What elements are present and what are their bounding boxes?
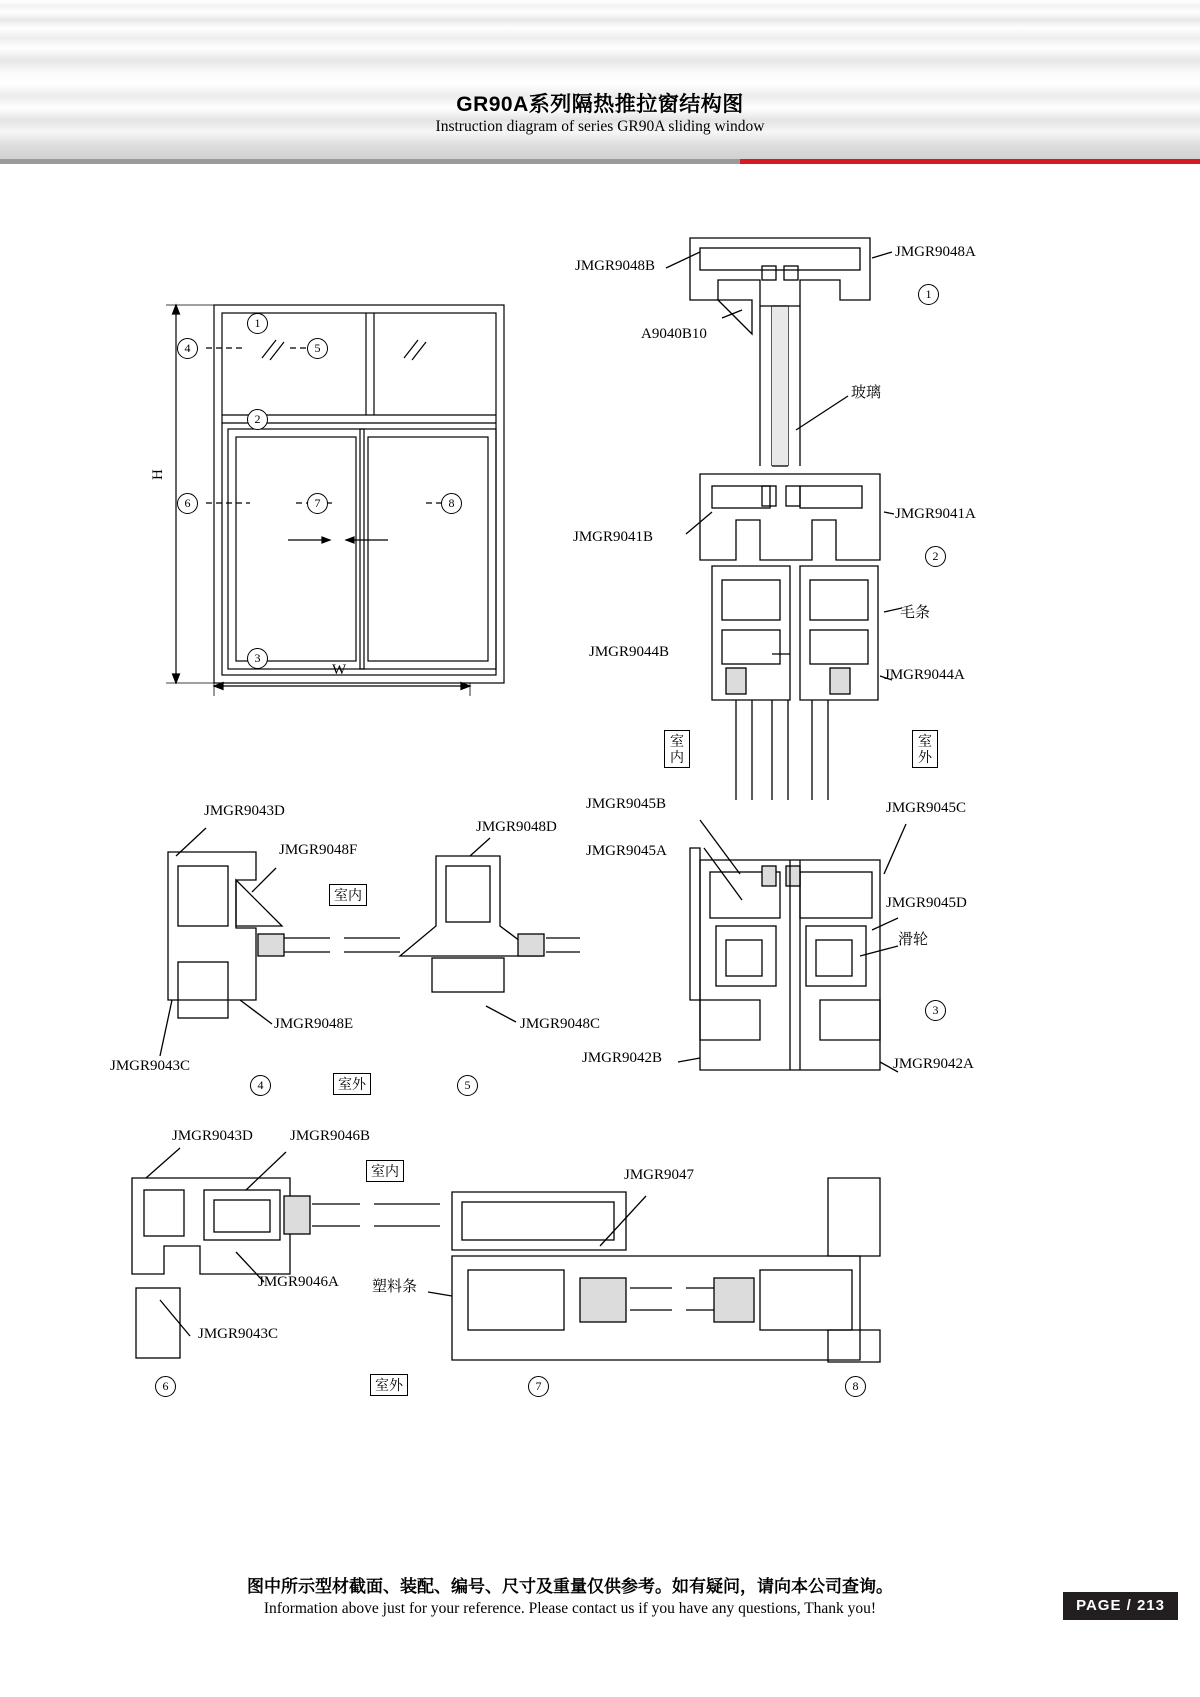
callout-8: 8 bbox=[441, 493, 462, 514]
label-jmgr9048c: JMGR9048C bbox=[520, 1016, 601, 1032]
detail-index-2: 2 bbox=[925, 546, 946, 567]
callout-4: 4 bbox=[177, 338, 198, 359]
footer-note-en: Information above just for your reference. Please contact us if you have any questions, Thank you! bbox=[263, 1600, 877, 1617]
label-jmgr9045a: JMGR9045A bbox=[586, 843, 667, 859]
height-dimension-label: H bbox=[150, 469, 166, 480]
callout-3: 3 bbox=[247, 648, 268, 669]
callout-1: 1 bbox=[247, 313, 268, 334]
label-jmgr9046a: JMGR9046A bbox=[258, 1274, 339, 1290]
label-roller: 滑轮 bbox=[898, 931, 929, 948]
label-jmgr9044b: JMGR9044B bbox=[589, 644, 670, 660]
page-title: GR90A系列隔热推拉窗结构图 bbox=[456, 93, 744, 116]
label-glass: 玻璃 bbox=[851, 384, 882, 401]
detail-index-6: 6 bbox=[155, 1376, 176, 1397]
label-jmgr9048b: JMGR9048B bbox=[575, 258, 656, 274]
label-wool-pile: 毛条 bbox=[900, 604, 931, 621]
label-jmgr9043d: JMGR9043D bbox=[204, 803, 285, 819]
label-jmgr9042b: JMGR9042B bbox=[582, 1050, 663, 1066]
label-jmgr9048f: JMGR9048F bbox=[279, 842, 358, 858]
label-jmgr9044a: JMGR9044A bbox=[884, 667, 965, 683]
callout-7: 7 bbox=[307, 493, 328, 514]
label-jmgr9048a: JMGR9048A bbox=[895, 244, 976, 260]
label-jmgr9048e: JMGR9048E bbox=[274, 1016, 354, 1032]
room-outdoor-detail4: 室外 bbox=[333, 1073, 371, 1095]
label-jmgr9045c: JMGR9045C bbox=[886, 800, 967, 816]
callout-6: 6 bbox=[177, 493, 198, 514]
footer-note-cn: 图中所示型材截面、装配、编号、尺寸及重量仅供参考。如有疑问，请向本公司查询。 bbox=[247, 1577, 893, 1596]
label-jmgr9043c-2: JMGR9043C bbox=[198, 1326, 279, 1342]
label-jmgr9041a: JMGR9041A bbox=[895, 506, 976, 522]
callout-5: 5 bbox=[307, 338, 328, 359]
room-indoor-detail6: 室内 bbox=[366, 1160, 404, 1182]
detail-index-3: 3 bbox=[925, 1000, 946, 1021]
detail-index-1: 1 bbox=[918, 284, 939, 305]
detail-index-8: 8 bbox=[845, 1376, 866, 1397]
label-jmgr9046b: JMGR9046B bbox=[290, 1128, 371, 1144]
width-dimension-label: W bbox=[332, 662, 347, 678]
label-jmgr9041b: JMGR9041B bbox=[573, 529, 654, 545]
label-jmgr9042a: JMGR9042A bbox=[893, 1056, 974, 1072]
header-accent-bar bbox=[740, 159, 1200, 164]
detail-index-4: 4 bbox=[250, 1075, 271, 1096]
label-jmgr9045d: JMGR9045D bbox=[886, 895, 967, 911]
page-number-badge: PAGE / 213 bbox=[1063, 1592, 1178, 1620]
label-jmgr9047: JMGR9047 bbox=[624, 1167, 695, 1183]
label-a9040b10: A9040B10 bbox=[641, 326, 707, 342]
page-subtitle: Instruction diagram of series GR90A sliding window bbox=[435, 118, 765, 135]
room-outdoor-detail2: 室外 bbox=[912, 730, 938, 768]
room-indoor-detail2: 室内 bbox=[664, 730, 690, 768]
detail-index-5: 5 bbox=[457, 1075, 478, 1096]
callout-2: 2 bbox=[247, 409, 268, 430]
page-header bbox=[0, 0, 1200, 160]
label-jmgr9048d: JMGR9048D bbox=[476, 819, 557, 835]
label-jmgr9043c: JMGR9043C bbox=[110, 1058, 191, 1074]
label-jmgr9043d-2: JMGR9043D bbox=[172, 1128, 253, 1144]
room-indoor-detail4: 室内 bbox=[329, 884, 367, 906]
label-jmgr9045b: JMGR9045B bbox=[586, 796, 667, 812]
room-outdoor-detail6: 室外 bbox=[370, 1374, 408, 1396]
detail-index-7: 7 bbox=[528, 1376, 549, 1397]
label-plastic-strip: 塑料条 bbox=[372, 1278, 418, 1295]
